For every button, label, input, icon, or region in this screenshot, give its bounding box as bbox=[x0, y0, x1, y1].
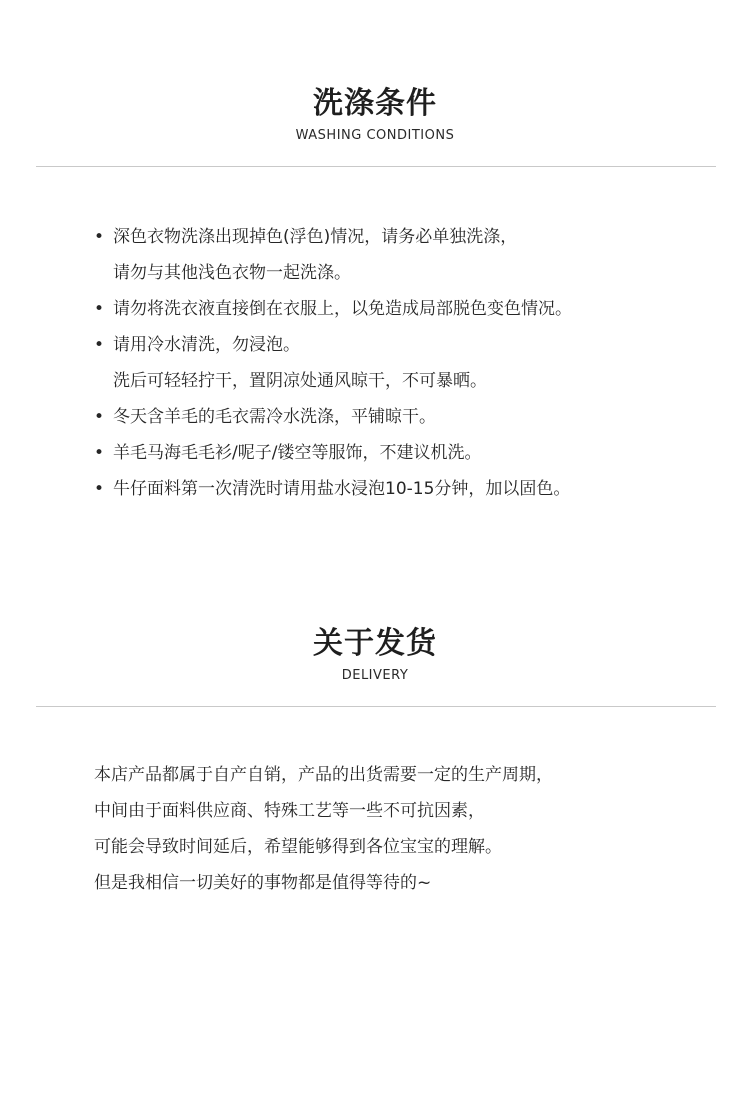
delivery-title: 关于发货 bbox=[313, 626, 437, 661]
bullet-icon: • bbox=[93, 299, 105, 319]
washing-line bbox=[93, 260, 713, 296]
delivery-paragraph bbox=[94, 762, 714, 906]
washing-line-text: 请勿与其他浅色衣物一起洗涤。 bbox=[113, 263, 351, 283]
washing-line bbox=[93, 476, 713, 512]
washing-line-text: 请勿将洗衣液直接倒在衣服上，以免造成局部脱色变色情况。 bbox=[113, 299, 572, 319]
delivery-line: 本店产品都属于自产自销，产品的出货需要一定的生产周期， bbox=[94, 765, 553, 785]
delivery-line: 可能会导致时间延后，希望能够得到各位宝宝的理解。 bbox=[94, 837, 502, 857]
washing-line bbox=[93, 224, 713, 260]
washing-line-text: 牛仔面料第一次清洗时请用盐水浸泡10-15分钟，加以固色。 bbox=[113, 479, 571, 499]
washing-subtitle: WASHING CONDITIONS bbox=[295, 128, 455, 143]
delivery-line: 中间由于面料供应商、特殊工艺等一些不可抗因素， bbox=[94, 801, 485, 821]
washing-line bbox=[93, 296, 713, 332]
washing-line-text: 羊毛马海毛毛衫/呢子/镂空等服饰，不建议机洗。 bbox=[113, 443, 482, 463]
bullet-icon: • bbox=[93, 479, 105, 499]
washing-title: 洗涤条件 bbox=[313, 86, 437, 121]
bullet-icon: • bbox=[93, 407, 105, 427]
washing-line bbox=[93, 440, 713, 476]
bullet-icon: • bbox=[93, 227, 105, 247]
washing-line-text: 冬天含羊毛的毛衣需冷水洗涤，平铺晾干。 bbox=[113, 407, 436, 427]
washing-line bbox=[93, 404, 713, 440]
bullet-icon: • bbox=[93, 443, 105, 463]
washing-list bbox=[93, 224, 713, 512]
bullet-icon: • bbox=[93, 335, 105, 355]
washing-line-text: 深色衣物洗涤出现掉色(浮色)情况，请务必单独洗涤， bbox=[113, 227, 518, 247]
delivery-divider bbox=[36, 706, 716, 707]
washing-divider bbox=[36, 166, 716, 167]
delivery-line: 但是我相信一切美好的事物都是值得等待的~ bbox=[94, 873, 432, 893]
washing-line-text: 洗后可轻轻拧干，置阴凉处通风晾干，不可暴晒。 bbox=[113, 371, 487, 391]
washing-line bbox=[93, 368, 713, 404]
delivery-subtitle: DELIVERY bbox=[341, 668, 409, 683]
washing-line bbox=[93, 332, 713, 368]
washing-line-text: 请用冷水清洗，勿浸泡。 bbox=[113, 335, 300, 355]
